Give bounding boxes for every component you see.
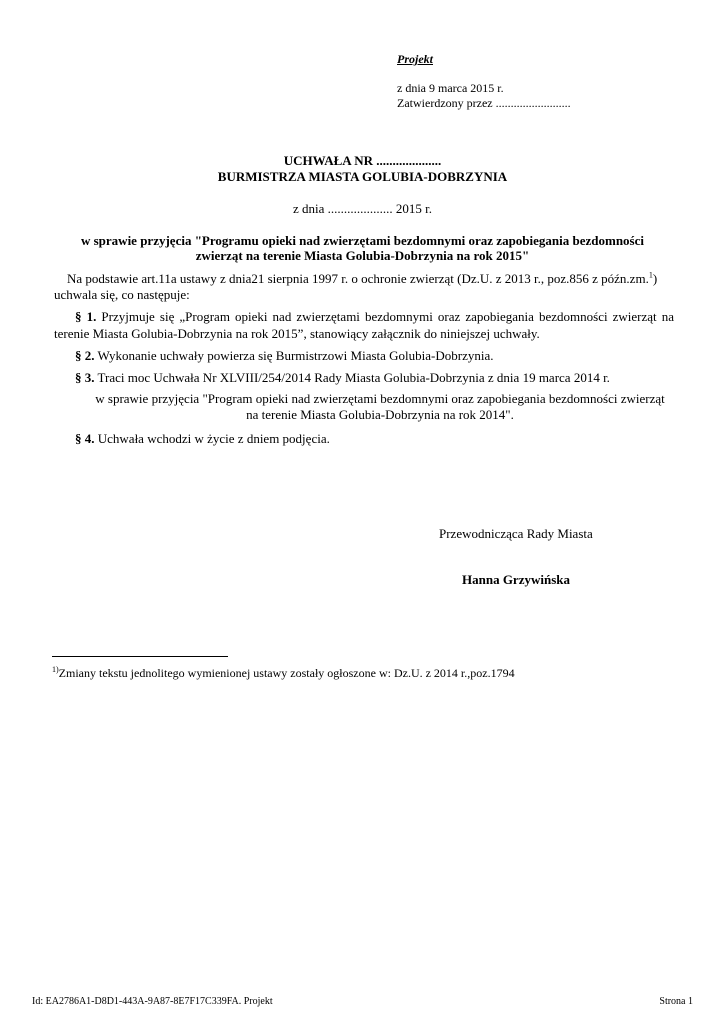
legal-basis-line-1: Na podstawie art.11a ustawy z dnia21 sierpnia 1997 r. o ochronie zwierząt (Dz.U. z 2013 r., poz.856 z późn.zm.$^1$) (67, 270, 658, 286)
approved-by-line: Zatwierdzony przez ......................... (397, 96, 571, 110)
signatory-role: Przewodnicząca Rady Miasta (439, 526, 593, 541)
header-date: z dnia 9 marca 2015 r. (397, 81, 504, 95)
section-4-mark: § 4. (75, 431, 95, 446)
legal-basis-line-2: uchwala się, co następuje: (54, 287, 190, 302)
projekt-label: Projekt (397, 52, 433, 66)
section-3-text: Traci moc Uchwała Nr XLVIII/254/2014 Rady Miasta Golubia-Dobrzynia z dnia 19 marca 2014 r. (94, 370, 610, 385)
section-1 (54, 308, 674, 342)
footnote-ref: 1 (648, 270, 653, 280)
signatory-name: Hanna Grzywińska (462, 572, 570, 587)
section-4 (75, 430, 330, 447)
subject-line-1: w sprawie przyjęcia "Programu opieki nad zwierzętami bezdomnymi oraz zapobiegania bezdomności (80, 233, 645, 248)
section-2-text: Wykonanie uchwały powierza się Burmistrzowi Miasta Golubia-Dobrzynia. (94, 348, 494, 363)
section-2 (75, 347, 493, 364)
section-1-text: Przyjmuje się „Program opieki nad zwierzętami bezdomnymi oraz zapobiegania bezdomności zwierząt na terenie Miasta Golubia-Dobrzynia na rok 2015”, stanowiący załącznik do niniejszej uchwały. (54, 309, 675, 341)
footnote-text: Zmiany tekstu jednolitego wymienionej ustawy zostały ogłoszone w: Dz.U. z 2014 r.,poz.1794 (58, 666, 515, 680)
resolution-number: UCHWAŁA NR .................... (283, 153, 442, 168)
footnote (52, 666, 515, 681)
section-4-text: Uchwała wchodzi w życie z dniem podjęcia. (94, 431, 330, 446)
subject-line-2: zwierząt na terenie Miasta Golubia-Dobrzynia na rok 2015" (195, 248, 530, 263)
section-3-mark: § 3. (75, 370, 95, 385)
document-id: Id: EA2786A1-D8D1-443A-9A87-8E7F17C339FA. Projekt (32, 996, 273, 1007)
section-3-subject-line-2: na terenie Miasta Golubia-Dobrzynia na rok 2014". (246, 407, 514, 422)
section-1-mark: § 1. (75, 309, 97, 324)
section-3-subject-line-1: w sprawie przyjęcia "Program opieki nad zwierzętami bezdomnymi oraz zapobiegania bezdomności zwierząt (95, 391, 665, 406)
section-3 (75, 369, 610, 386)
footnote-mark: 1) (52, 665, 59, 674)
footnote-divider (52, 656, 228, 657)
section-2-mark: § 2. (75, 348, 95, 363)
page-number: Strona 1 (659, 996, 693, 1007)
resolution-date: z dnia .................... 2015 r. (292, 201, 432, 216)
issuer-title: BURMISTRZA MIASTA GOLUBIA-DOBRZYNIA (217, 169, 508, 184)
